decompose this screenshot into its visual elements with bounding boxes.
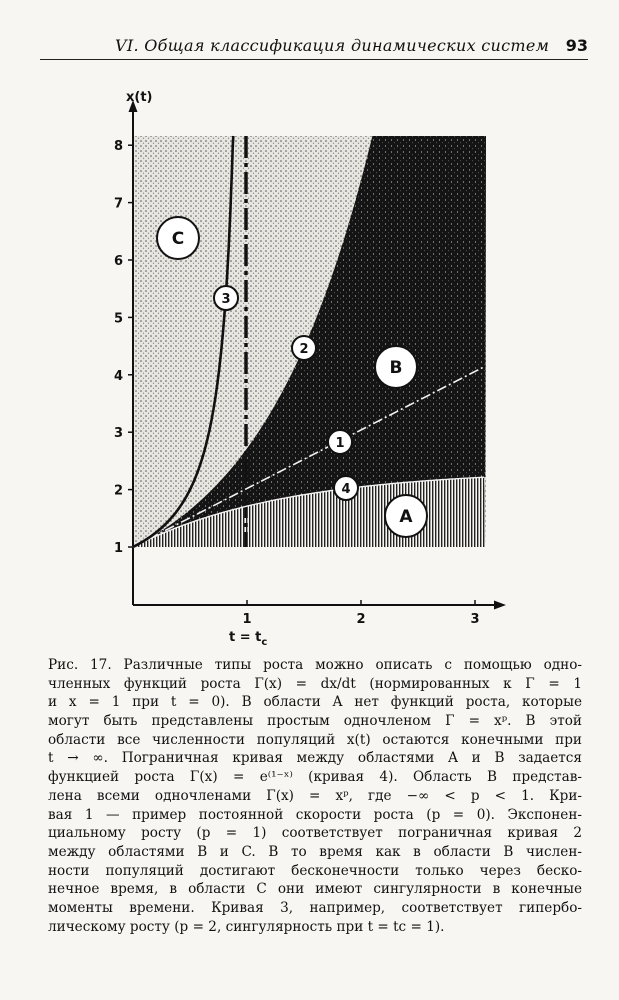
caption-line: t → ∞. Пограничная кривая между областями A и B задается <box>48 750 582 767</box>
curve-1-label: 1 <box>335 436 345 451</box>
caption-line: между областями B и C. В то время как в области B числен- <box>48 843 582 860</box>
curve-3-label: 3 <box>221 292 231 307</box>
x-axis-label <box>229 630 267 648</box>
region-c-label: C <box>171 229 185 249</box>
caption-line: моменты времени. Кривая 3, например, соответствует гипербо- <box>48 899 582 916</box>
caption-line: функцией роста Γ(x) = e⁽¹⁻ˣ⁾ (кривая 4). Область B представ- <box>48 769 582 786</box>
y-tick-label: 7 <box>113 196 123 212</box>
x-tick-label: 3 <box>470 612 480 627</box>
caption-line: вая 1 — пример постоянной скорости роста (p = 0). Экспонен- <box>48 806 582 823</box>
header-rule <box>40 59 588 60</box>
chapter-title: VI. Общая классификация динамических систем <box>115 36 550 55</box>
region-a-label: A <box>399 507 413 527</box>
caption-line: могут быть представлены простым одночленом Γ = xᵖ. В этой <box>48 713 582 730</box>
growth-figure <box>0 80 619 650</box>
caption-line: ности популяций достигают бесконечности только через беско- <box>48 862 582 879</box>
curve-2-label: 2 <box>299 342 309 357</box>
curve-4-label: 4 <box>341 482 351 497</box>
x-tick-label: 1 <box>242 612 252 627</box>
y-tick-label: 6 <box>113 254 123 269</box>
caption-line: и x = 1 при t = 0). В области A нет функций роста, которые <box>48 694 582 711</box>
x-tick-label: 2 <box>356 612 366 627</box>
x-axis-arrow <box>494 601 506 610</box>
x-axis-label-main: t = t <box>229 630 262 645</box>
y-axis-label: x(t) <box>126 90 153 105</box>
caption-line: циальному росту (p = 1) соответствует пограничная кривая 2 <box>48 825 582 842</box>
caption-line: Рис. 17. Различные типы роста можно описать с помощью одно- <box>48 657 582 673</box>
caption-line: области все численности популяций x(t) остаются конечными при <box>48 731 582 748</box>
y-tick-label: 3 <box>113 426 123 442</box>
page-header <box>40 30 588 60</box>
y-tick-label: 5 <box>113 311 123 327</box>
caption-line: нечное время, в области C они имеют сингулярности в конечные <box>48 881 582 898</box>
y-tick-label: 1 <box>113 541 123 556</box>
figure-caption <box>48 656 582 936</box>
page-number: 93 <box>565 36 588 55</box>
x-axis-label-subscript: c <box>261 637 268 648</box>
region-b-label: B <box>389 358 403 378</box>
caption-line: членных функций роста Γ(x) = dx/dt (нормированных к Γ = 1 <box>48 675 582 692</box>
y-tick-label: 2 <box>113 483 123 499</box>
y-tick-label: 4 <box>113 368 123 384</box>
y-tick-label: 8 <box>113 139 123 155</box>
caption-line: лена всеми одночленами Γ(x) = xᵖ, где −∞ < p < 1. Кри- <box>48 787 582 804</box>
caption-line: лическому росту (p = 2, сингулярность при t = tc = 1). <box>48 918 445 935</box>
